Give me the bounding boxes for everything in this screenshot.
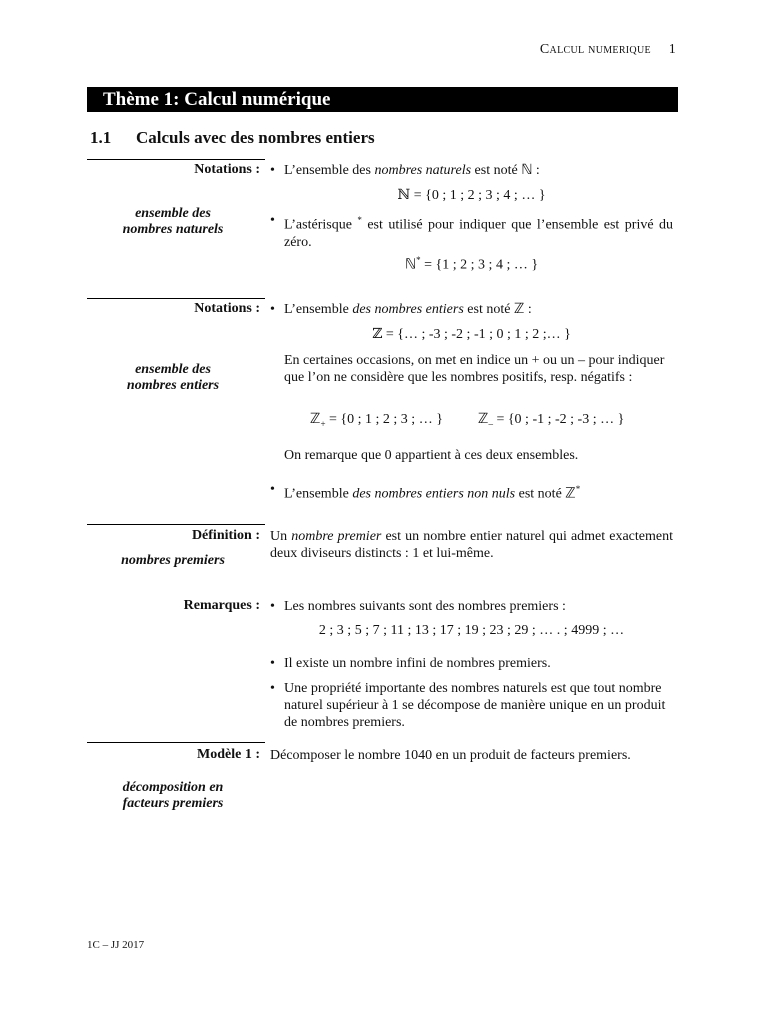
theme-title-bar: Thème 1: Calcul numérique: [87, 87, 678, 112]
text-run: est utilisé pour indiquer que l’ensemble est privé du zéro.: [284, 217, 673, 250]
side-note-line: ensemble des: [135, 362, 211, 377]
italic-term: nombre premier: [291, 529, 382, 544]
italic-term: des nombres entiers: [352, 302, 464, 317]
text-run: L’ensemble des: [284, 163, 375, 178]
divider-rule: [87, 159, 265, 160]
side-note-line: décomposition en: [122, 780, 224, 795]
set-values: = {0 ; 1 ; 2 ; 3 ; … }: [325, 412, 443, 427]
page-footer: 1C – JJ 2017: [87, 939, 145, 951]
bullet-asterisk: [284, 212, 673, 251]
block-label-definition: Définition :: [191, 528, 260, 543]
text-run: :: [524, 302, 532, 317]
italic-term: nombres naturels: [374, 163, 472, 178]
divider-rule: [87, 742, 265, 743]
formula-Z-plus: [310, 411, 443, 429]
bullet-dot: •: [270, 656, 275, 671]
running-header: [540, 42, 676, 58]
bullet-prime-factorization: Une propriété importante des nombres naturels est que tout nombre naturel supérieur à 1 se décompose de manière unique en un produit de nombres premiers.: [284, 681, 666, 730]
block-label-modele: Modèle 1 :: [197, 747, 260, 762]
set-symbol-N: ℕ: [404, 256, 417, 273]
set-symbol-Z: ℤ: [310, 411, 321, 427]
section-title: Calculs avec des nombres entiers: [136, 128, 375, 147]
prime-numbers-list: 2 ; 3 ; 5 ; 7 ; 11 ; 13 ; 17 ; 19 ; 23 ; 29 ; … . ; 4999 ; …: [318, 623, 625, 638]
header-title: Calcul numerique: [539, 42, 651, 57]
bullet-naturels-definition: [284, 162, 673, 179]
divider-rule: [87, 298, 265, 299]
italic-term: des nombres entiers non nuls: [352, 486, 516, 502]
text-run: est un nombre entier naturel qui admet exactement deux diviseurs distincts : 1 et lui-même.: [270, 529, 673, 561]
set-symbol-Z: ℤ: [478, 411, 489, 427]
formula-Z-minus: [478, 411, 624, 429]
text-run: est noté: [471, 163, 522, 178]
text-run: :: [532, 163, 540, 178]
bullet-dot: •: [270, 482, 275, 497]
side-note-line: facteurs premiers: [122, 796, 224, 811]
block-label-notations-entiers: Notations :: [194, 301, 260, 316]
formula-Z: ℤ = {… ; -3 ; -2 ; -1 ; 0 ; 1 ; 2 ;… }: [372, 327, 571, 342]
section-number: 1.1: [90, 128, 112, 147]
block-label-notations-naturels: Notations :: [194, 162, 260, 177]
modele-exercise-text: Décomposer le nombre 1040 en un produit de facteurs premiers.: [270, 748, 631, 763]
set-values: = {1 ; 2 ; 3 ; 4 ; … }: [420, 257, 539, 273]
bullet-entiers-definition: [284, 301, 673, 318]
set-symbol-Z: ℤ: [513, 301, 525, 317]
remark-zero: On remarque que 0 appartient à ces deux ensembles.: [284, 448, 579, 463]
set-symbol-Z: ℤ: [565, 485, 576, 502]
subscript-minus: –: [488, 418, 493, 429]
text-run: est noté: [515, 486, 566, 502]
formula-N: ℕ = {0 ; 1 ; 2 ; 3 ; 4 ; … }: [397, 188, 546, 203]
block-label-remarques: Remarques :: [183, 598, 260, 613]
side-note-line: ensemble des: [135, 206, 211, 221]
bullet-prime-list-intro: Les nombres suivants sont des nombres premiers :: [284, 599, 566, 614]
side-note-modele: [88, 780, 258, 812]
bullet-dot: •: [270, 302, 275, 317]
bullet-dot: •: [270, 213, 275, 228]
paragraph-indices: En certaines occasions, on met en indice un + ou un – pour indiquer que l’on ne considère que les nombres positifs, resp. négatifs :: [284, 353, 665, 385]
bullet-infinite-primes: Il existe un nombre infini de nombres premiers.: [284, 656, 551, 671]
side-note-premiers: [88, 553, 258, 569]
asterisk-symbol: *: [416, 255, 421, 265]
bullet-dot: •: [270, 599, 275, 614]
side-note-line: nombres entiers: [126, 378, 220, 393]
side-note-entiers: [88, 362, 258, 394]
text-run: est noté: [463, 302, 514, 317]
set-values: = {0 ; -1 ; -2 ; -3 ; … }: [492, 412, 625, 427]
formula-N-star: [270, 255, 673, 274]
definition-prime-number: [270, 528, 673, 562]
text-run: Un: [270, 529, 292, 544]
divider-rule: [87, 524, 265, 525]
asterisk-symbol: *: [575, 484, 581, 494]
bullet-entiers-non-nuls: [284, 481, 673, 503]
text-run: L’astérisque: [284, 217, 358, 233]
text-run: L’ensemble: [284, 486, 353, 502]
page-number: 1: [668, 42, 676, 57]
bullet-dot: •: [270, 163, 275, 178]
set-symbol-N: ℕ: [521, 162, 533, 178]
side-note-naturels: [88, 206, 258, 238]
subscript-plus: +: [320, 418, 326, 429]
side-note-line: nombres premiers: [121, 553, 225, 568]
section-heading: [90, 128, 375, 148]
text-run: L’ensemble: [284, 302, 353, 317]
asterisk-symbol: *: [357, 215, 362, 225]
bullet-dot: •: [270, 681, 275, 696]
side-note-line: nombres naturels: [122, 222, 224, 237]
